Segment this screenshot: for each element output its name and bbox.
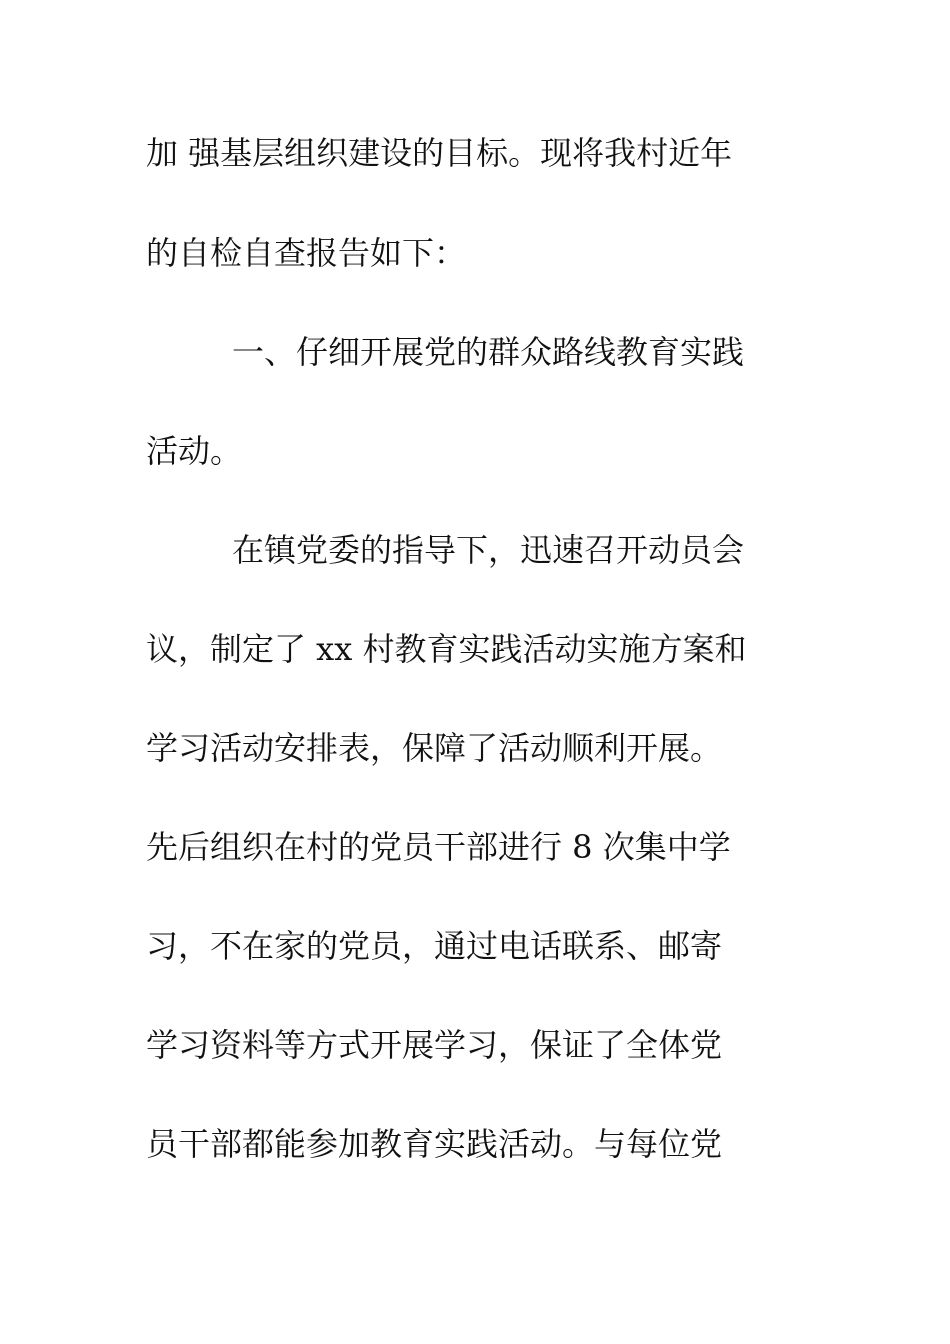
text-line-7: 学习活动安排表，保障了活动顺利开展。 — [146, 729, 723, 767]
text-line-6: 议，制定了 xx 村教育实践活动实施方案和 — [146, 630, 747, 668]
paragraph-start: 在镇党委的指导下，迅速召开动员会 — [232, 531, 745, 569]
text-line-2: 的自检自查报告如下： — [146, 234, 467, 272]
text-line-4: 活动。 — [146, 432, 243, 470]
text-line-11: 员干部都能参加教育实践活动。与每位党 — [146, 1125, 723, 1163]
text-line-1: 加 强基层组织建设的目标。现将我村近年 — [146, 134, 733, 172]
text-line-10: 学习资料等方式开展学习，保证了全体党 — [146, 1026, 723, 1064]
section-heading: 一、仔细开展党的群众路线教育实践 — [232, 333, 745, 371]
text-line-9: 习，不在家的党员，通过电话联系、邮寄 — [146, 927, 723, 965]
text-line-8: 先后组织在村的党员干部进行 8 次集中学 — [146, 828, 731, 866]
